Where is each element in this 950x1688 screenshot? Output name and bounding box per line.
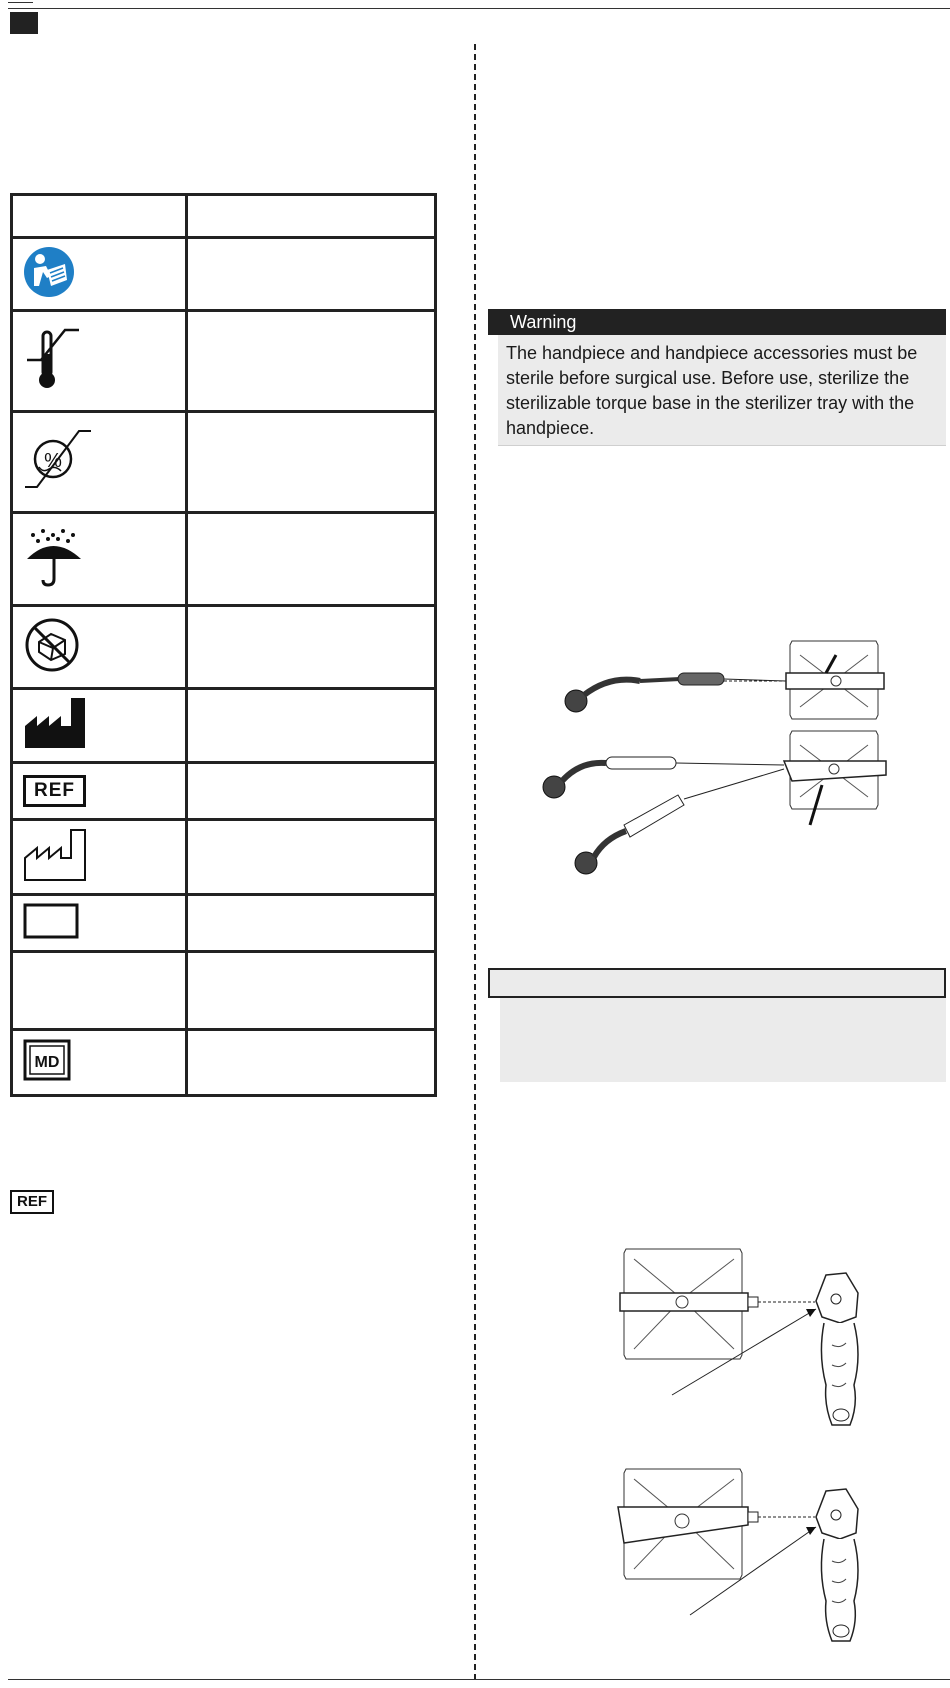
table-row: [12, 412, 436, 513]
manufacturer-icon: [23, 696, 87, 750]
note-header: [488, 968, 946, 998]
torque-base-figure-straight: [610, 1245, 870, 1435]
torque-base-figure-angled: [610, 1465, 870, 1655]
arrow-upper: [826, 655, 836, 673]
table-row: [12, 895, 436, 952]
ref-symbol: REF: [10, 1190, 54, 1214]
medical-device-icon: [23, 1039, 71, 1081]
handpiece-3: [575, 769, 784, 874]
humidity-limit-icon: [23, 425, 93, 495]
table-row: [12, 689, 436, 763]
warning-title: Warning: [488, 309, 946, 335]
symbol-table: [10, 193, 437, 1097]
table-row: [12, 311, 436, 412]
note-body: [500, 998, 946, 1082]
do-not-use-if-damaged-icon: [23, 616, 81, 674]
table-row: [12, 513, 436, 606]
table-row: [12, 820, 436, 895]
handpiece-insertion-figure: [540, 635, 920, 895]
handpiece-1: [565, 673, 786, 712]
warning-box: [488, 309, 946, 446]
header-rule: [8, 8, 950, 9]
humidity-percent-label: %: [44, 449, 62, 472]
table-header-row: [12, 195, 436, 238]
header-cell-symbol: [12, 195, 187, 238]
table-row: [12, 606, 436, 689]
table-row: [12, 763, 436, 820]
pointer-line: [690, 1527, 816, 1615]
header-rule-short: [8, 2, 33, 3]
date-of-manufacture-icon: [23, 828, 87, 882]
header-cell-description: [187, 195, 436, 238]
torque-wrench: [816, 1489, 858, 1641]
column-divider: [474, 44, 476, 1680]
table-row: [12, 238, 436, 311]
warning-text: The handpiece and handpiece accessories must be sterile before surgical use. Before use, sterilize the sterilizable torque base in the sterilizer tray with the handpiece.: [498, 335, 946, 446]
handpiece-2: [543, 757, 784, 798]
table-row: [12, 952, 436, 1030]
section-marker: [10, 12, 38, 34]
catalog-number-icon: REF: [23, 775, 86, 807]
arrow-lower: [810, 785, 822, 825]
keep-dry-icon: [23, 525, 85, 589]
pointer-line: [672, 1309, 816, 1395]
consult-instructions-icon: [23, 246, 75, 298]
temperature-limit-icon: [23, 324, 83, 394]
torque-wrench: [816, 1273, 858, 1425]
table-row: [12, 1030, 436, 1096]
md-label: MD: [34, 1054, 60, 1071]
empty-box-icon: [23, 903, 79, 939]
footer-rule: [8, 1679, 950, 1680]
